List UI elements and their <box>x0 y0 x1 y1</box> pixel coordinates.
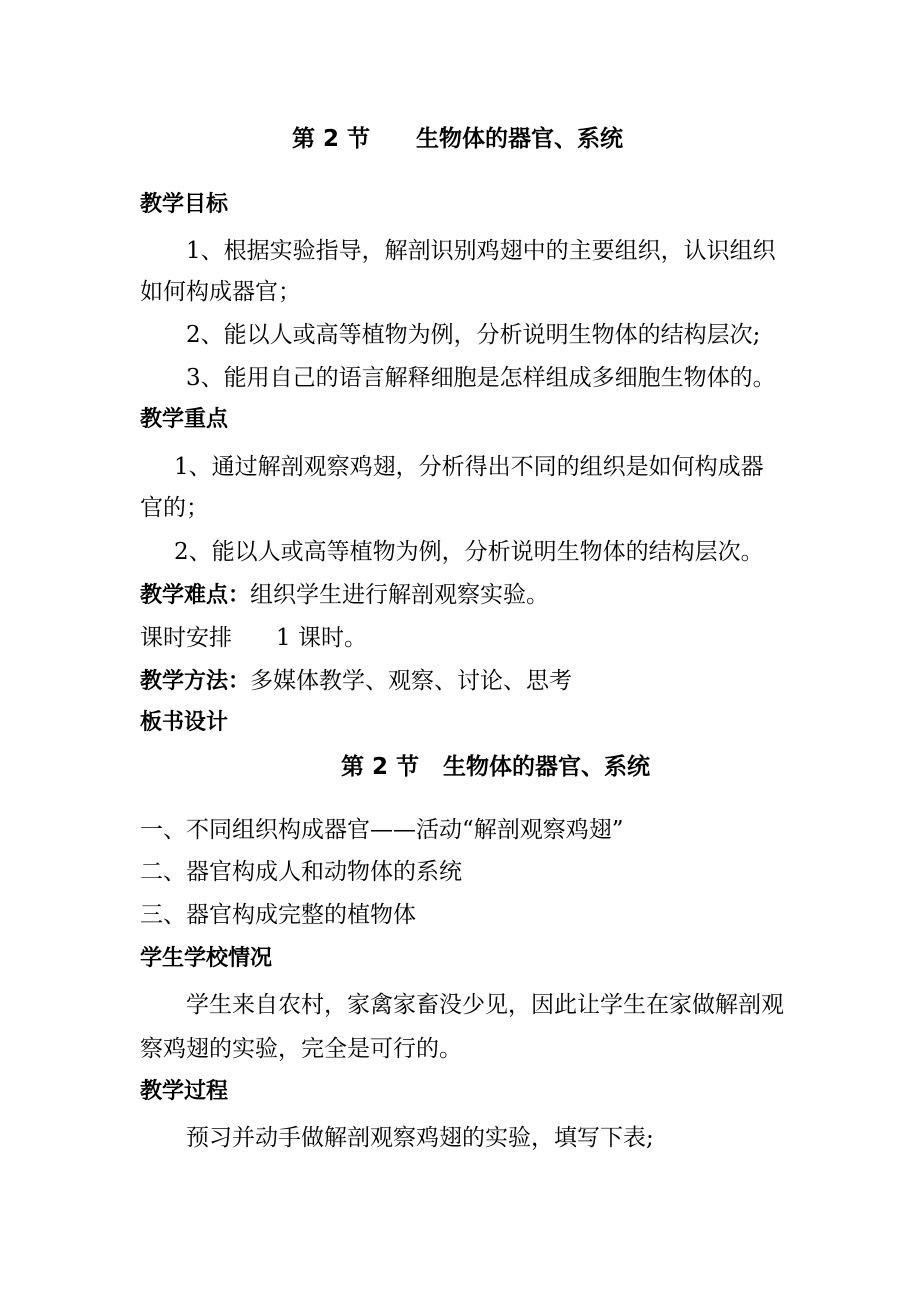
page-title <box>292 124 623 154</box>
difficulty-text: 组织学生进行解剖观察实验。 <box>250 582 550 608</box>
board-design-title <box>341 752 650 782</box>
objectives-item-2: 2、能以人或高等植物为例，分析说明生物体的结构层次; <box>186 322 761 348</box>
objectives-item-1-line-2: 如何构成器官； <box>140 279 301 305</box>
board-title-section: 第 2 节 <box>341 754 420 780</box>
student-situation-line-1: 学生来自农村，家禽家畜没少见，因此让学生在家做解剖观 <box>186 992 784 1018</box>
board-design-heading: 板书设计 <box>140 710 229 735</box>
key-points-item-1-line-2: 官的； <box>140 495 209 521</box>
methods-label: 教学方法： <box>140 669 251 694</box>
objectives-heading: 教学目标 <box>140 192 229 217</box>
schedule-label: 课时安排 <box>140 625 232 651</box>
methods-line <box>140 666 572 697</box>
student-situation-heading: 学生学校情况 <box>140 946 273 971</box>
process-line-1: 预习并动手做解剖观察鸡翅的实验，填写下表; <box>186 1125 654 1151</box>
board-design-item-1: 一、不同组织构成器官——活动“解剖观察鸡翅” <box>140 817 624 843</box>
difficulty-label: 教学难点： <box>140 583 251 608</box>
methods-text: 多媒体教学、观察、讨论、思考 <box>250 668 573 694</box>
board-design-item-3: 三、器官构成完整的植物体 <box>140 902 416 928</box>
student-situation-line-2: 察鸡翅的实验，完全是可行的。 <box>140 1036 462 1062</box>
schedule-text: 1 课时。 <box>276 625 367 651</box>
title-name: 生物体的器官、系统 <box>416 126 624 152</box>
schedule-line <box>140 623 367 653</box>
board-design-item-2: 二、器官构成人和动物体的系统 <box>140 859 462 885</box>
title-section: 第 2 节 <box>292 126 371 152</box>
difficulty-line <box>140 580 549 611</box>
key-points-item-2: 2、能以人或高等植物为例，分析说明生物体的结构层次。 <box>174 539 764 565</box>
key-points-item-1-line-1: 1、通过解剖观察鸡翅，分析得出不同的组织是如何构成器 <box>174 454 764 480</box>
objectives-item-1-line-1: 1、根据实验指导，解剖识别鸡翅中的主要组织，认识组织 <box>186 238 776 264</box>
process-heading: 教学过程 <box>140 1079 229 1104</box>
key-points-heading: 教学重点 <box>140 407 229 432</box>
board-title-name: 生物体的器官、系统 <box>443 754 651 780</box>
objectives-item-3: 3、能用自己的语言解释细胞是怎样组成多细胞生物体的。 <box>186 365 776 391</box>
